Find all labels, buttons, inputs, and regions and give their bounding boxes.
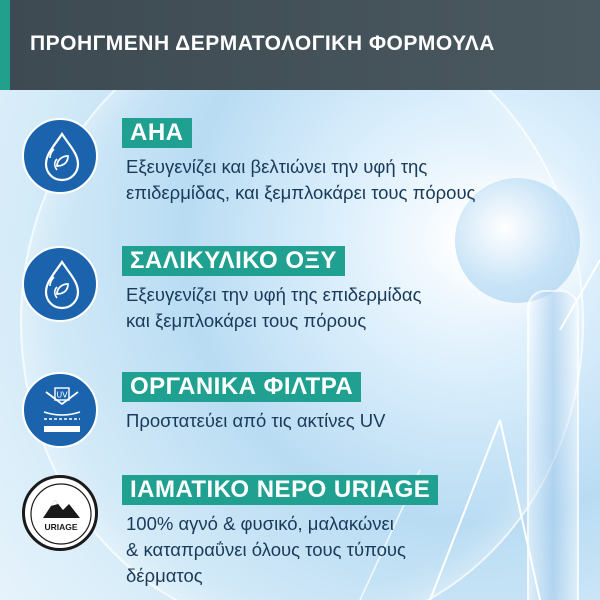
uriage-logo-text: URIAGE xyxy=(44,522,78,532)
drop-leaf-icon xyxy=(22,118,98,194)
description-line: 100% αγνό & φυσικό, μαλακώνει xyxy=(126,513,394,534)
drop-leaf-icon xyxy=(22,246,98,322)
description-line: δέρματος xyxy=(126,565,203,586)
feature-description xyxy=(126,154,526,206)
description-line: επιδερμίδας, και ξεμπλοκάρει τους πόρους xyxy=(126,182,476,203)
uv-label: UV xyxy=(56,390,68,400)
feature-title: AHA xyxy=(122,118,192,148)
feature-description xyxy=(126,282,526,334)
description-line: Εξευγενίζει και βελτιώνει την υφή της xyxy=(126,156,428,177)
page-title: ΠΡΟΗΓΜΕΝΗ ΔΕΡΜΑΤΟΛΟΓΙΚΗ ΦΟΡΜΟΥΛΑ xyxy=(30,32,495,55)
feature-uriage-water xyxy=(22,475,582,585)
description-line: Εξευγενίζει την υφή της επιδερμίδας xyxy=(126,284,422,305)
feature-title: ΟΡΓΑΝΙΚΑ ΦΙΛΤΡΑ xyxy=(122,372,361,402)
feature-salicylic-acid xyxy=(22,246,582,331)
description-line: Προστατεύει από τις ακτίνες UV xyxy=(126,410,386,431)
feature-organic-filters xyxy=(22,372,582,452)
uriage-water-logo xyxy=(22,475,98,551)
description-line: & καταπραΰνει όλους τους τύπους xyxy=(126,539,406,560)
feature-title: ΣΑΛΙΚΥΛΙΚΟ ΟΞΥ xyxy=(122,246,345,276)
uv-shield-icon xyxy=(22,372,98,448)
feature-description xyxy=(126,408,526,434)
feature-description xyxy=(126,511,546,589)
header-accent-bar xyxy=(0,0,10,90)
header-banner xyxy=(0,0,600,90)
description-line: και ξεμπλοκάρει τους πόρους xyxy=(126,310,367,331)
feature-title: ΙΑΜΑΤΙΚΟ ΝΕΡΟ URIAGE xyxy=(122,475,438,505)
feature-aha xyxy=(22,118,582,203)
